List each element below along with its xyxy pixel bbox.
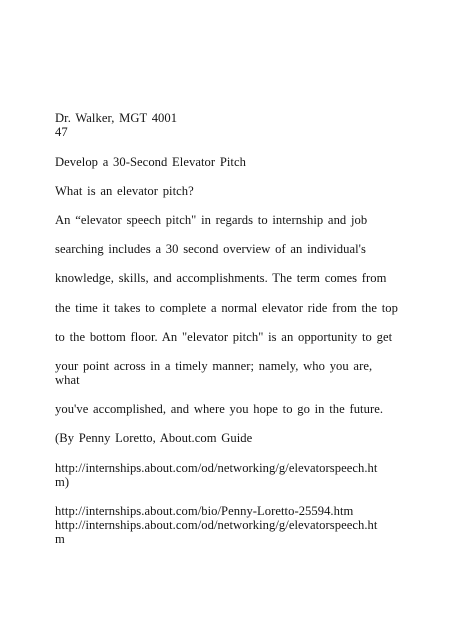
paragraph-line: knowledge, skills, and accomplishments. The term comes from — [55, 271, 387, 285]
url-link: http://internships.about.com/od/networking/g/elevatorspeech.ht — [55, 461, 378, 475]
question-line: What is an elevator pitch? — [55, 184, 194, 198]
paragraph-line: you've accomplished, and where you hope to go in the future. — [55, 402, 384, 416]
document-heading: Develop a 30-Second Elevator Pitch — [55, 155, 246, 169]
attribution-line: (By Penny Loretto, About.com Guide — [55, 431, 253, 445]
page-number: 47 — [55, 125, 68, 139]
paragraph-line: your point across in a timely manner; namely, who you are, — [55, 359, 373, 373]
url-link: http://internships.about.com/od/networking/g/elevatorspeech.ht — [55, 518, 378, 532]
paragraph-line: what — [55, 373, 80, 387]
url-link-continuation: m) — [55, 475, 70, 489]
paragraph-line: the time it takes to complete a normal elevator ride from the top — [55, 301, 398, 315]
paragraph-line: An “elevator speech pitch" in regards to internship and job — [55, 213, 368, 227]
paragraph-line: to the bottom floor. An "elevator pitch" is an opportunity to get — [55, 330, 393, 344]
paragraph-line: searching includes a 30 second overview of an individual's — [55, 242, 366, 256]
url-link-continuation: m — [55, 532, 65, 546]
course-header: Dr. Walker, MGT 4001 — [55, 111, 178, 125]
url-link: http://internships.about.com/bio/Penny-Loretto-25594.htm — [55, 504, 354, 518]
